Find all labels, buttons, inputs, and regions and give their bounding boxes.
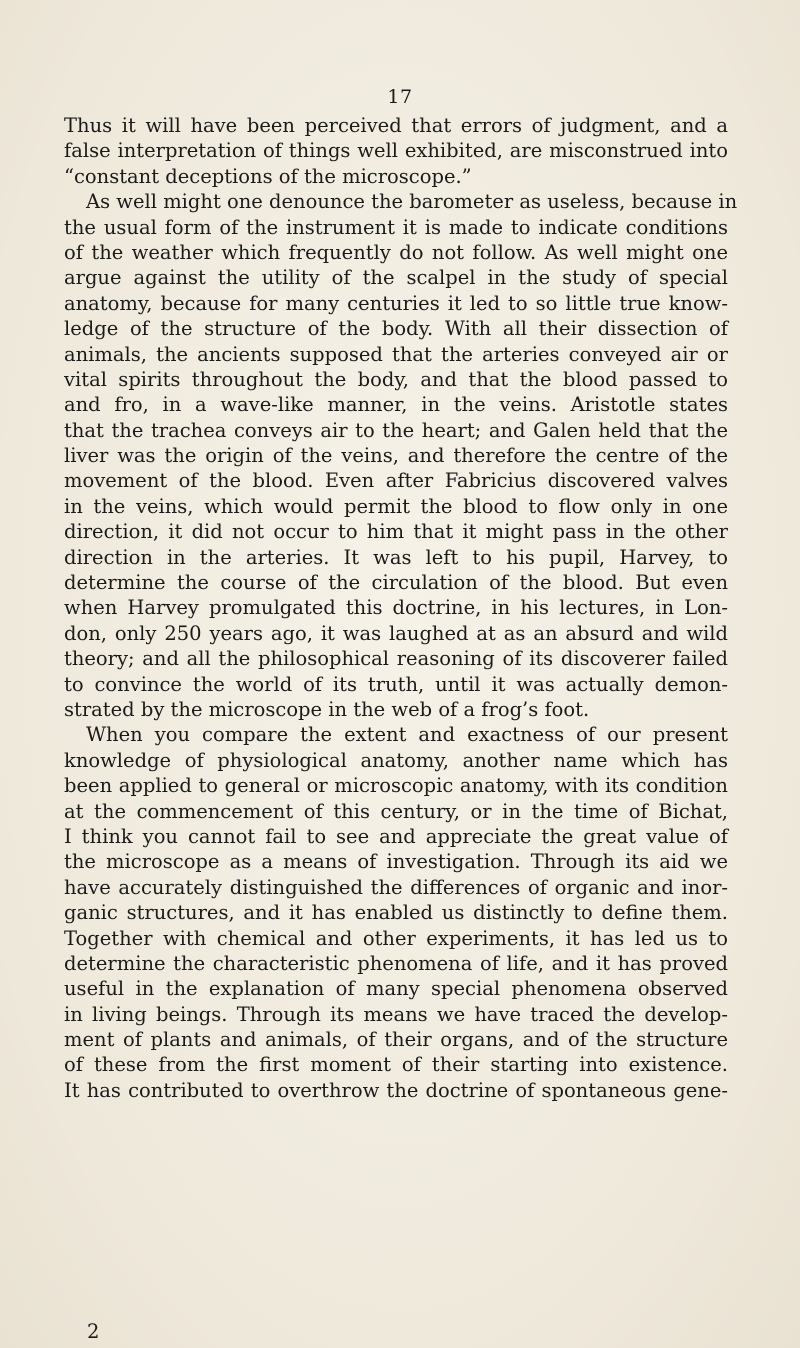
text-line: false interpretation of things well exhibited, are misconstrued into [64,139,728,163]
text-line: don, only 250 years ago, it was laughed at as an absurd and wild [64,621,728,645]
text-line: of the weather which frequently do not follow. As well might one [64,240,728,264]
body-text [64,113,738,1103]
text-line: the usual form of the instrument it is made to indicate conditions [64,215,728,239]
text-line: ledge of the structure of the body. With all their dissection of [64,317,728,341]
text-line: determine the course of the circulation of the blood. But even [64,571,728,595]
signature-mark: 2 [87,1320,100,1343]
text-line: to convince the world of its truth, until it was actually demon- [64,672,728,696]
text-line: animals, the ancients supposed that the arteries conveyed air or [64,342,728,366]
text-line: of these from the first moment of their starting into existence. [64,1053,728,1077]
text-line: strated by the microscope in the web of a frog’s foot. [64,697,590,721]
text-line: When you compare the extent and exactness of our present [86,723,728,747]
text-line: argue against the utility of the scalpel in the study of special [64,266,728,290]
text-line: Together with chemical and other experiments, it has led us to [64,926,728,950]
text-line: ganic structures, and it has enabled us distinctly to define them. [64,901,728,925]
text-line: vital spirits throughout the body, and that the blood passed to [64,367,728,391]
text-line: when Harvey promulgated this doctrine, in his lectures, in Lon- [64,596,728,620]
text-line: direction in the arteries. It was left to his pupil, Harvey, to [64,545,728,569]
text-line: been applied to general or microscopic anatomy, with its condition [64,774,728,798]
text-line: movement of the blood. Even after Fabricius discovered valves [64,469,728,493]
text-line: at the commencement of this century, or in the time of Bichat, [64,799,728,823]
text-line: liver was the origin of the veins, and therefore the centre of the [64,444,728,468]
text-line: determine the characteristic phenomena of life, and it has proved [64,951,728,975]
page-number: 17 [387,86,413,108]
text-line: that the trachea conveys air to the heart; and Galen held that the [64,418,728,442]
text-line: direction, it did not occur to him that it might pass in the other [64,520,728,544]
text-line: As well might one denounce the barometer as useless, because in [86,190,738,214]
text-line: anatomy, because for many centuries it led to so little true know- [64,291,728,315]
text-line: in living beings. Through its means we have traced the develop- [64,1002,728,1026]
text-line: in the veins, which would permit the blood to flow only in one [64,494,728,518]
text-line: knowledge of physiological anatomy, another name which has [64,748,728,772]
text-line: “constant deceptions of the microscope.” [64,164,472,188]
text-line: Thus it will have been perceived that errors of judgment, and a [64,114,728,137]
text-line: theory; and all the philosophical reasoning of its discoverer failed [64,647,728,671]
text-line: and fro, in a wave-like manner, in the veins. Aristotle states [64,393,728,417]
text-line: the microscope as a means of investigation. Through its aid we [64,850,728,874]
text-line: ment of plants and animals, of their organs, and of the structure [64,1028,728,1052]
text-line: I think you cannot fail to see and appreciate the great value of [64,824,728,848]
text-line: useful in the explanation of many special phenomena observed [64,977,728,1001]
text-line: It has contributed to overthrow the doctrine of spontaneous gene- [64,1078,728,1102]
text-line: have accurately distinguished the differences of organic and inor- [64,875,728,899]
